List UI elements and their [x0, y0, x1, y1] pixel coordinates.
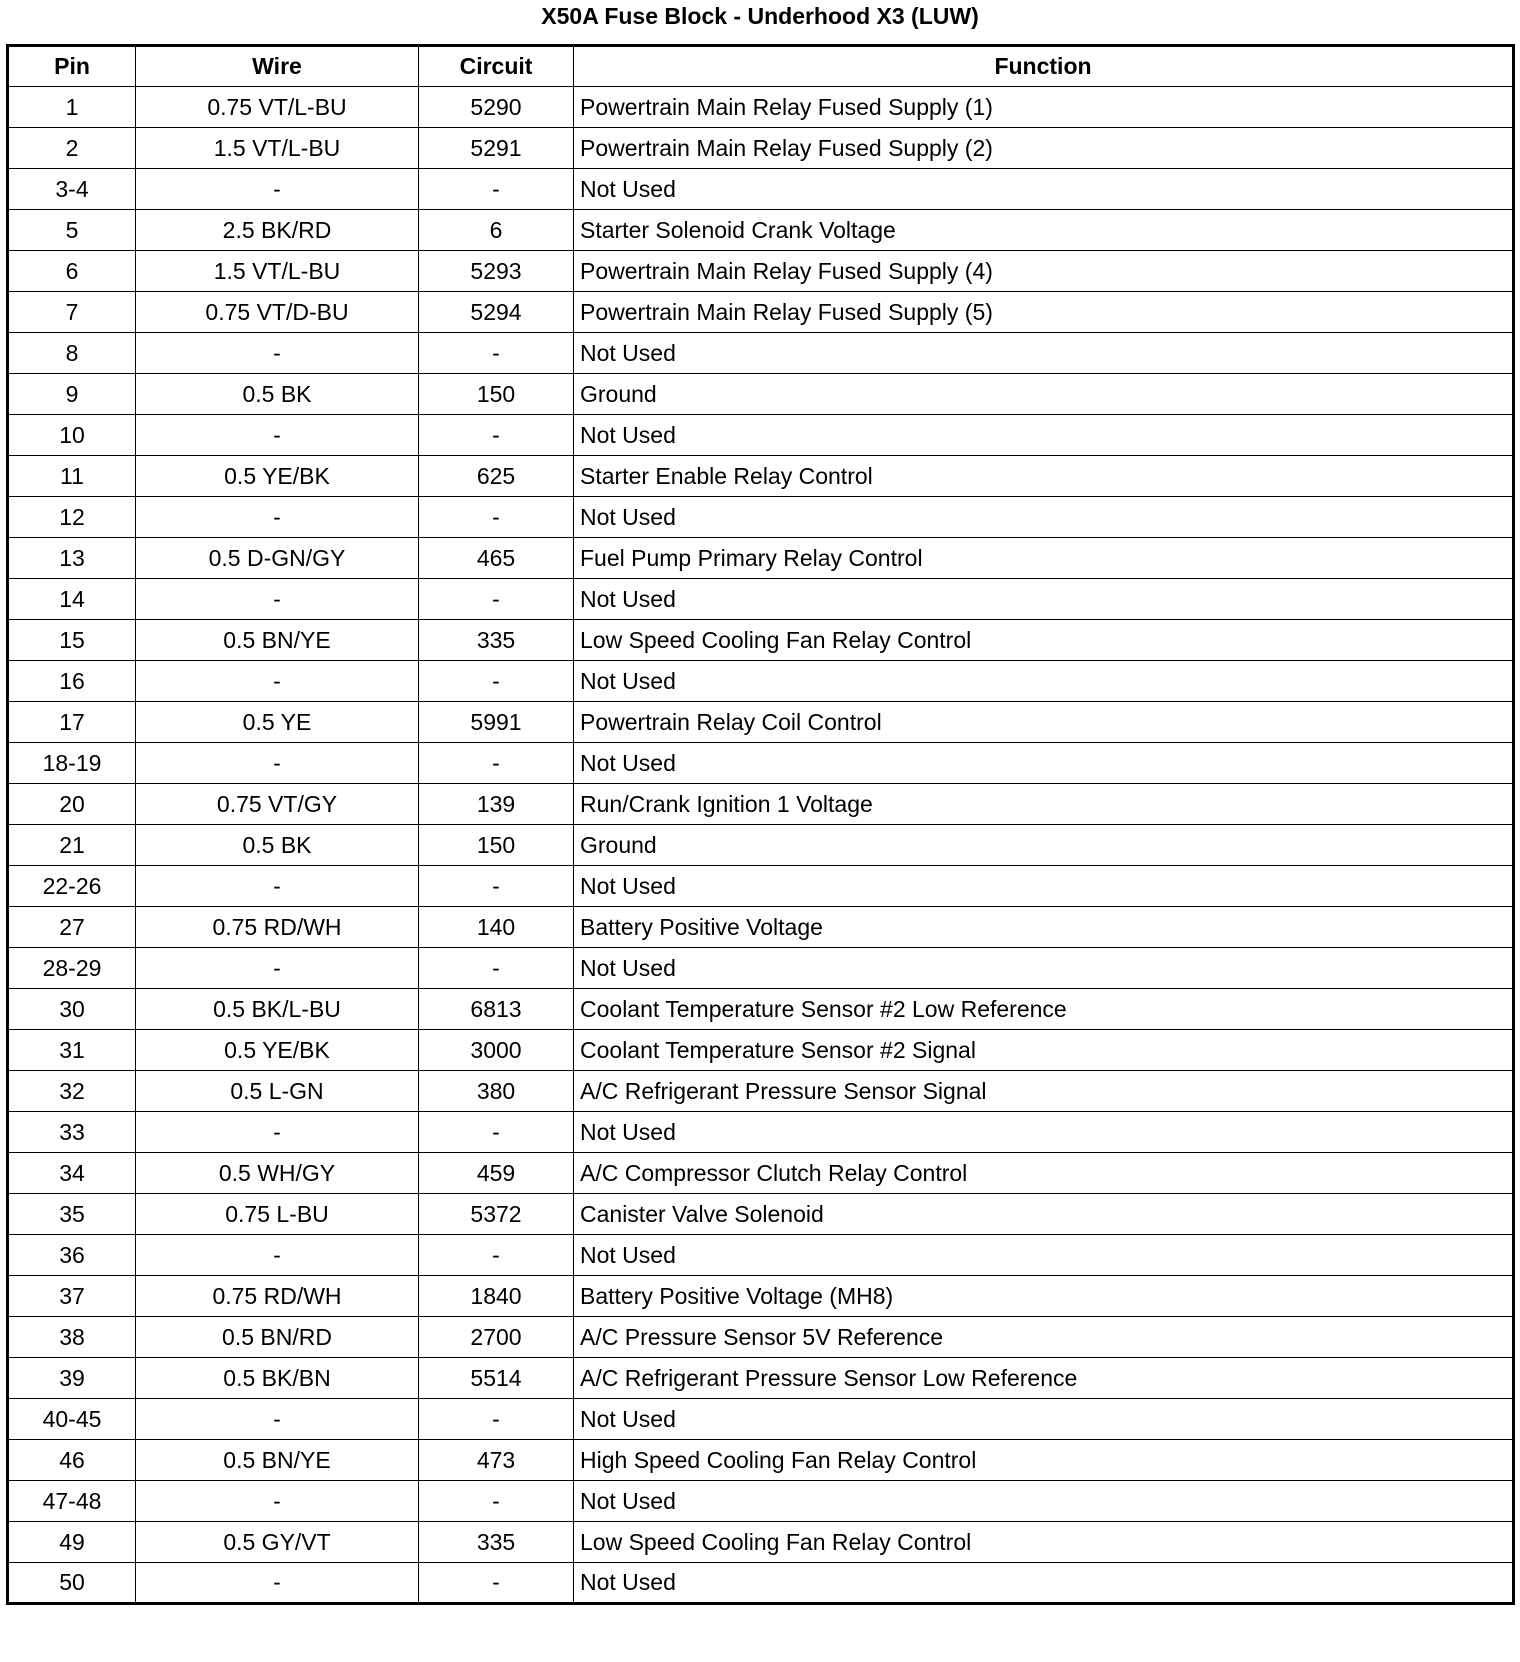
cell-function: Not Used	[574, 866, 1514, 907]
table-row	[8, 1522, 1514, 1563]
cell-circuit: 5293	[419, 251, 574, 292]
table-row	[8, 1563, 1514, 1604]
cell-circuit: 6813	[419, 989, 574, 1030]
cell-pin: 15	[8, 620, 136, 661]
cell-wire: -	[136, 1481, 419, 1522]
table-row	[8, 825, 1514, 866]
cell-wire: -	[136, 169, 419, 210]
cell-function: Not Used	[574, 333, 1514, 374]
cell-circuit: -	[419, 415, 574, 456]
cell-pin: 14	[8, 579, 136, 620]
cell-circuit: 335	[419, 1522, 574, 1563]
cell-function: Coolant Temperature Sensor #2 Low Reference	[574, 989, 1514, 1030]
cell-pin: 17	[8, 702, 136, 743]
cell-wire: 1.5 VT/L-BU	[136, 128, 419, 169]
cell-function: Low Speed Cooling Fan Relay Control	[574, 1522, 1514, 1563]
table-row	[8, 1440, 1514, 1481]
cell-pin: 27	[8, 907, 136, 948]
cell-function: High Speed Cooling Fan Relay Control	[574, 1440, 1514, 1481]
cell-wire: -	[136, 866, 419, 907]
header-wire: Wire	[136, 46, 419, 87]
cell-circuit: -	[419, 1481, 574, 1522]
header-pin: Pin	[8, 46, 136, 87]
cell-circuit: 2700	[419, 1317, 574, 1358]
cell-function: Not Used	[574, 1399, 1514, 1440]
cell-circuit: 1840	[419, 1276, 574, 1317]
table-row	[8, 210, 1514, 251]
cell-function: Run/Crank Ignition 1 Voltage	[574, 784, 1514, 825]
table-row	[8, 1235, 1514, 1276]
table-row	[8, 620, 1514, 661]
cell-pin: 1	[8, 87, 136, 128]
cell-wire: 0.5 BK/BN	[136, 1358, 419, 1399]
cell-circuit: 140	[419, 907, 574, 948]
cell-pin: 10	[8, 415, 136, 456]
cell-function: Not Used	[574, 1563, 1514, 1604]
cell-circuit: -	[419, 1399, 574, 1440]
cell-wire: 0.5 WH/GY	[136, 1153, 419, 1194]
cell-pin: 34	[8, 1153, 136, 1194]
cell-circuit: -	[419, 1235, 574, 1276]
cell-circuit: 465	[419, 538, 574, 579]
table-row	[8, 1481, 1514, 1522]
cell-wire: 0.75 L-BU	[136, 1194, 419, 1235]
cell-pin: 33	[8, 1112, 136, 1153]
cell-circuit: -	[419, 169, 574, 210]
cell-circuit: -	[419, 1563, 574, 1604]
cell-function: A/C Refrigerant Pressure Sensor Low Reference	[574, 1358, 1514, 1399]
table-row	[8, 456, 1514, 497]
cell-circuit: 5991	[419, 702, 574, 743]
cell-pin: 50	[8, 1563, 136, 1604]
cell-pin: 46	[8, 1440, 136, 1481]
cell-pin: 20	[8, 784, 136, 825]
table-row	[8, 169, 1514, 210]
cell-function: Powertrain Main Relay Fused Supply (5)	[574, 292, 1514, 333]
cell-pin: 32	[8, 1071, 136, 1112]
cell-circuit: 5294	[419, 292, 574, 333]
table-row	[8, 497, 1514, 538]
cell-pin: 30	[8, 989, 136, 1030]
cell-wire: 0.5 BK	[136, 825, 419, 866]
cell-circuit: 6	[419, 210, 574, 251]
cell-wire: 0.75 RD/WH	[136, 907, 419, 948]
cell-pin: 40-45	[8, 1399, 136, 1440]
cell-function: Coolant Temperature Sensor #2 Signal	[574, 1030, 1514, 1071]
cell-function: Ground	[574, 374, 1514, 415]
cell-pin: 3-4	[8, 169, 136, 210]
cell-function: Battery Positive Voltage (MH8)	[574, 1276, 1514, 1317]
cell-function: A/C Compressor Clutch Relay Control	[574, 1153, 1514, 1194]
table-row	[8, 579, 1514, 620]
cell-wire: -	[136, 948, 419, 989]
cell-function: Powertrain Main Relay Fused Supply (4)	[574, 251, 1514, 292]
cell-wire: 0.5 BN/RD	[136, 1317, 419, 1358]
cell-function: Not Used	[574, 415, 1514, 456]
cell-wire: -	[136, 579, 419, 620]
cell-circuit: 150	[419, 825, 574, 866]
cell-circuit: -	[419, 743, 574, 784]
table-row	[8, 702, 1514, 743]
cell-wire: -	[136, 1399, 419, 1440]
table-row	[8, 989, 1514, 1030]
cell-wire: 0.5 BK/L-BU	[136, 989, 419, 1030]
cell-function: Not Used	[574, 1235, 1514, 1276]
table-row	[8, 1071, 1514, 1112]
header-function: Function	[574, 46, 1514, 87]
table-row	[8, 415, 1514, 456]
cell-circuit: 5372	[419, 1194, 574, 1235]
cell-circuit: 150	[419, 374, 574, 415]
cell-pin: 39	[8, 1358, 136, 1399]
cell-function: Not Used	[574, 948, 1514, 989]
page-title: X50A Fuse Block - Underhood X3 (LUW)	[541, 3, 979, 29]
table-row	[8, 128, 1514, 169]
cell-wire: 0.5 BN/YE	[136, 1440, 419, 1481]
cell-circuit: 473	[419, 1440, 574, 1481]
cell-circuit: 459	[419, 1153, 574, 1194]
cell-circuit: 5291	[419, 128, 574, 169]
cell-pin: 37	[8, 1276, 136, 1317]
cell-circuit: -	[419, 866, 574, 907]
cell-wire: 2.5 BK/RD	[136, 210, 419, 251]
cell-circuit: 5514	[419, 1358, 574, 1399]
cell-wire: -	[136, 661, 419, 702]
table-row	[8, 1153, 1514, 1194]
cell-wire: 0.75 VT/GY	[136, 784, 419, 825]
cell-circuit: 5290	[419, 87, 574, 128]
cell-wire: -	[136, 743, 419, 784]
cell-wire: 0.5 L-GN	[136, 1071, 419, 1112]
cell-circuit: 625	[419, 456, 574, 497]
cell-circuit: -	[419, 579, 574, 620]
cell-function: Low Speed Cooling Fan Relay Control	[574, 620, 1514, 661]
cell-pin: 38	[8, 1317, 136, 1358]
cell-pin: 21	[8, 825, 136, 866]
cell-circuit: -	[419, 333, 574, 374]
cell-wire: 0.75 VT/D-BU	[136, 292, 419, 333]
cell-function: Not Used	[574, 661, 1514, 702]
table-row	[8, 1194, 1514, 1235]
table-body	[8, 87, 1514, 1604]
cell-function: Not Used	[574, 1112, 1514, 1153]
cell-pin: 12	[8, 497, 136, 538]
cell-wire: -	[136, 1235, 419, 1276]
table-row	[8, 292, 1514, 333]
cell-circuit: 335	[419, 620, 574, 661]
cell-function: Not Used	[574, 169, 1514, 210]
table-row	[8, 374, 1514, 415]
cell-wire: -	[136, 497, 419, 538]
cell-circuit: 3000	[419, 1030, 574, 1071]
cell-pin: 36	[8, 1235, 136, 1276]
cell-pin: 35	[8, 1194, 136, 1235]
table-row	[8, 907, 1514, 948]
cell-wire: 0.5 GY/VT	[136, 1522, 419, 1563]
cell-pin: 22-26	[8, 866, 136, 907]
table-row	[8, 1030, 1514, 1071]
cell-pin: 8	[8, 333, 136, 374]
cell-function: Not Used	[574, 579, 1514, 620]
table-row	[8, 538, 1514, 579]
table-row	[8, 743, 1514, 784]
cell-wire: -	[136, 1563, 419, 1604]
table-row	[8, 1112, 1514, 1153]
table-row	[8, 251, 1514, 292]
cell-wire: -	[136, 333, 419, 374]
cell-function: Not Used	[574, 743, 1514, 784]
cell-pin: 7	[8, 292, 136, 333]
cell-wire: 1.5 VT/L-BU	[136, 251, 419, 292]
cell-function: Powertrain Main Relay Fused Supply (2)	[574, 128, 1514, 169]
cell-wire: 0.5 YE/BK	[136, 456, 419, 497]
cell-pin: 28-29	[8, 948, 136, 989]
cell-function: A/C Pressure Sensor 5V Reference	[574, 1317, 1514, 1358]
table-row	[8, 1317, 1514, 1358]
cell-pin: 11	[8, 456, 136, 497]
cell-pin: 13	[8, 538, 136, 579]
cell-function: Canister Valve Solenoid	[574, 1194, 1514, 1235]
cell-wire: 0.5 D-GN/GY	[136, 538, 419, 579]
cell-pin: 49	[8, 1522, 136, 1563]
cell-wire: 0.75 RD/WH	[136, 1276, 419, 1317]
cell-pin: 47-48	[8, 1481, 136, 1522]
cell-pin: 9	[8, 374, 136, 415]
cell-wire: 0.5 BK	[136, 374, 419, 415]
cell-pin: 5	[8, 210, 136, 251]
table-row	[8, 1358, 1514, 1399]
cell-circuit: 139	[419, 784, 574, 825]
cell-wire: 0.75 VT/L-BU	[136, 87, 419, 128]
cell-pin: 2	[8, 128, 136, 169]
cell-pin: 6	[8, 251, 136, 292]
cell-circuit: -	[419, 661, 574, 702]
cell-wire: -	[136, 1112, 419, 1153]
table-row	[8, 1399, 1514, 1440]
table-row	[8, 87, 1514, 128]
cell-function: A/C Refrigerant Pressure Sensor Signal	[574, 1071, 1514, 1112]
table-row	[8, 333, 1514, 374]
table-row	[8, 784, 1514, 825]
cell-wire: 0.5 YE/BK	[136, 1030, 419, 1071]
table-row	[8, 661, 1514, 702]
cell-function: Ground	[574, 825, 1514, 866]
cell-wire: 0.5 YE	[136, 702, 419, 743]
cell-function: Starter Solenoid Crank Voltage	[574, 210, 1514, 251]
cell-function: Starter Enable Relay Control	[574, 456, 1514, 497]
cell-circuit: -	[419, 1112, 574, 1153]
header-row	[8, 46, 1514, 87]
cell-function: Not Used	[574, 1481, 1514, 1522]
cell-circuit: -	[419, 948, 574, 989]
cell-pin: 18-19	[8, 743, 136, 784]
cell-pin: 31	[8, 1030, 136, 1071]
cell-function: Powertrain Relay Coil Control	[574, 702, 1514, 743]
cell-wire: 0.5 BN/YE	[136, 620, 419, 661]
table-row	[8, 1276, 1514, 1317]
cell-circuit: 380	[419, 1071, 574, 1112]
pinout-table	[6, 44, 1515, 1605]
cell-wire: -	[136, 415, 419, 456]
cell-function: Powertrain Main Relay Fused Supply (1)	[574, 87, 1514, 128]
cell-function: Not Used	[574, 497, 1514, 538]
table-row	[8, 948, 1514, 989]
header-circuit: Circuit	[419, 46, 574, 87]
cell-circuit: -	[419, 497, 574, 538]
cell-function: Fuel Pump Primary Relay Control	[574, 538, 1514, 579]
cell-function: Battery Positive Voltage	[574, 907, 1514, 948]
cell-pin: 16	[8, 661, 136, 702]
table-row	[8, 866, 1514, 907]
